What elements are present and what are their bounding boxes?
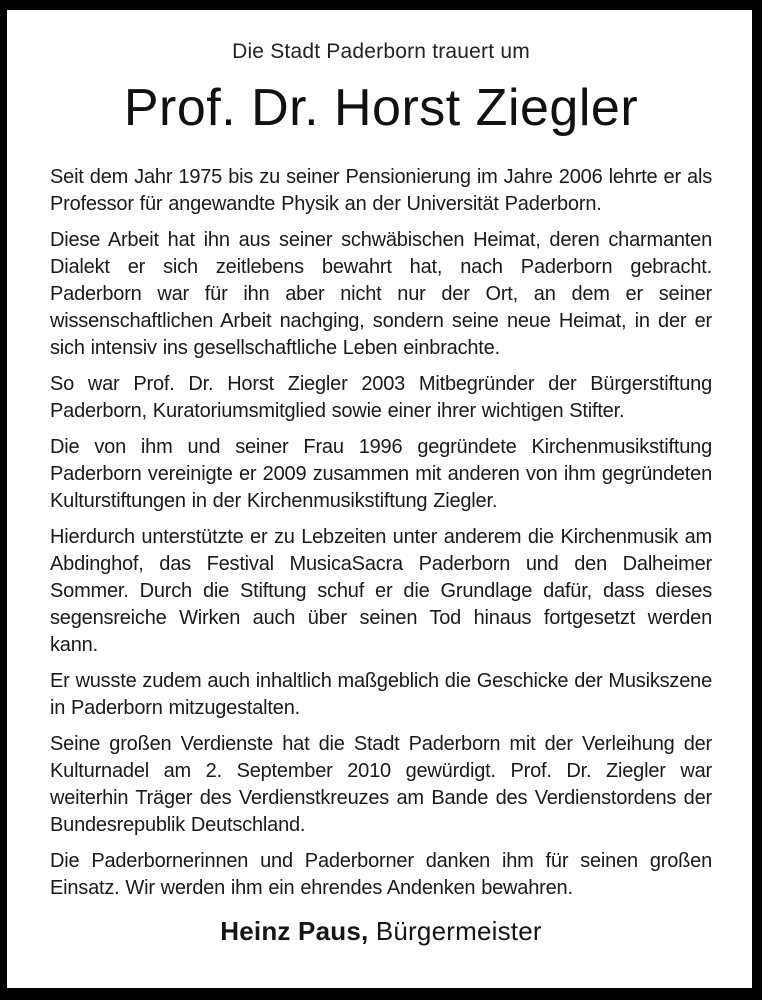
obituary-paragraph: Hierdurch unterstützte er zu Lebzeiten unter anderem die Kirchenmusik am Abdinghof, das Festival MusicaSacra Paderborn und den Dalheimer Sommer. Durch die Stiftung schuf er die Grundlage dafür, dass dieses segensreiche Wirken auch über seinen Tod hinaus fortgesetzt werden kann. <box>50 526 712 657</box>
obituary-paragraph: So war Prof. Dr. Horst Ziegler 2003 Mitbegründer der Bürgerstiftung Paderborn, Kuratoriumsmitglied sowie einer ihrer wichtigen Stifter. <box>50 373 712 423</box>
obituary-paragraph: Seine großen Verdienste hat die Stadt Paderborn mit der Verleihung der Kulturnadel am 2. September 2010 gewürdigt. Prof. Dr. Ziegler war weiterhin Träger des Verdienstkreuzes am Bande des Verdienstordens der Bundesrepublik Deutschland. <box>50 733 712 837</box>
obituary-paragraph: Diese Arbeit hat ihn aus seiner schwäbischen Heimat, deren charmanten Dialekt er sich zeitlebens bewahrt hat, nach Paderborn gebracht. Paderborn war für ihn aber nicht nur der Ort, an dem er seiner wissenschaftlichen Arbeit nachging, sondern seine neue Heimat, in der er sich intensiv ins gesellschaftliche Leben einbrachte. <box>50 229 712 360</box>
obituary-paragraph: Seit dem Jahr 1975 bis zu seiner Pensionierung im Jahre 2006 lehrte er als Professor für angewandte Physik an der Universität Paderborn. <box>50 166 712 216</box>
signature-line <box>50 916 712 947</box>
obituary-paragraph: Die Paderbornerinnen und Paderborner danken ihm für seinen großen Einsatz. Wir werden ihm ein ehrendes Andenken bewahren. <box>50 850 712 900</box>
obituary-paragraph: Er wusste zudem auch inhaltlich maßgeblich die Geschicke der Musikszene in Paderborn mitzugestalten. <box>50 670 712 720</box>
signatory-name: Heinz Paus, <box>220 916 369 947</box>
intro-line: Die Stadt Paderborn trauert um <box>232 40 530 63</box>
deceased-name-title: Prof. Dr. Horst Ziegler <box>123 79 639 137</box>
obituary-body <box>50 164 712 902</box>
signatory-role: Bürgermeister <box>375 916 542 947</box>
obituary-paragraph: Die von ihm und seiner Frau 1996 gegründete Kirchenmusikstiftung Paderborn vereinigte er 2009 zusammen mit anderen von ihm gegründeten Kulturstiftungen in der Kirchenmusikstiftung Ziegler. <box>50 436 712 513</box>
